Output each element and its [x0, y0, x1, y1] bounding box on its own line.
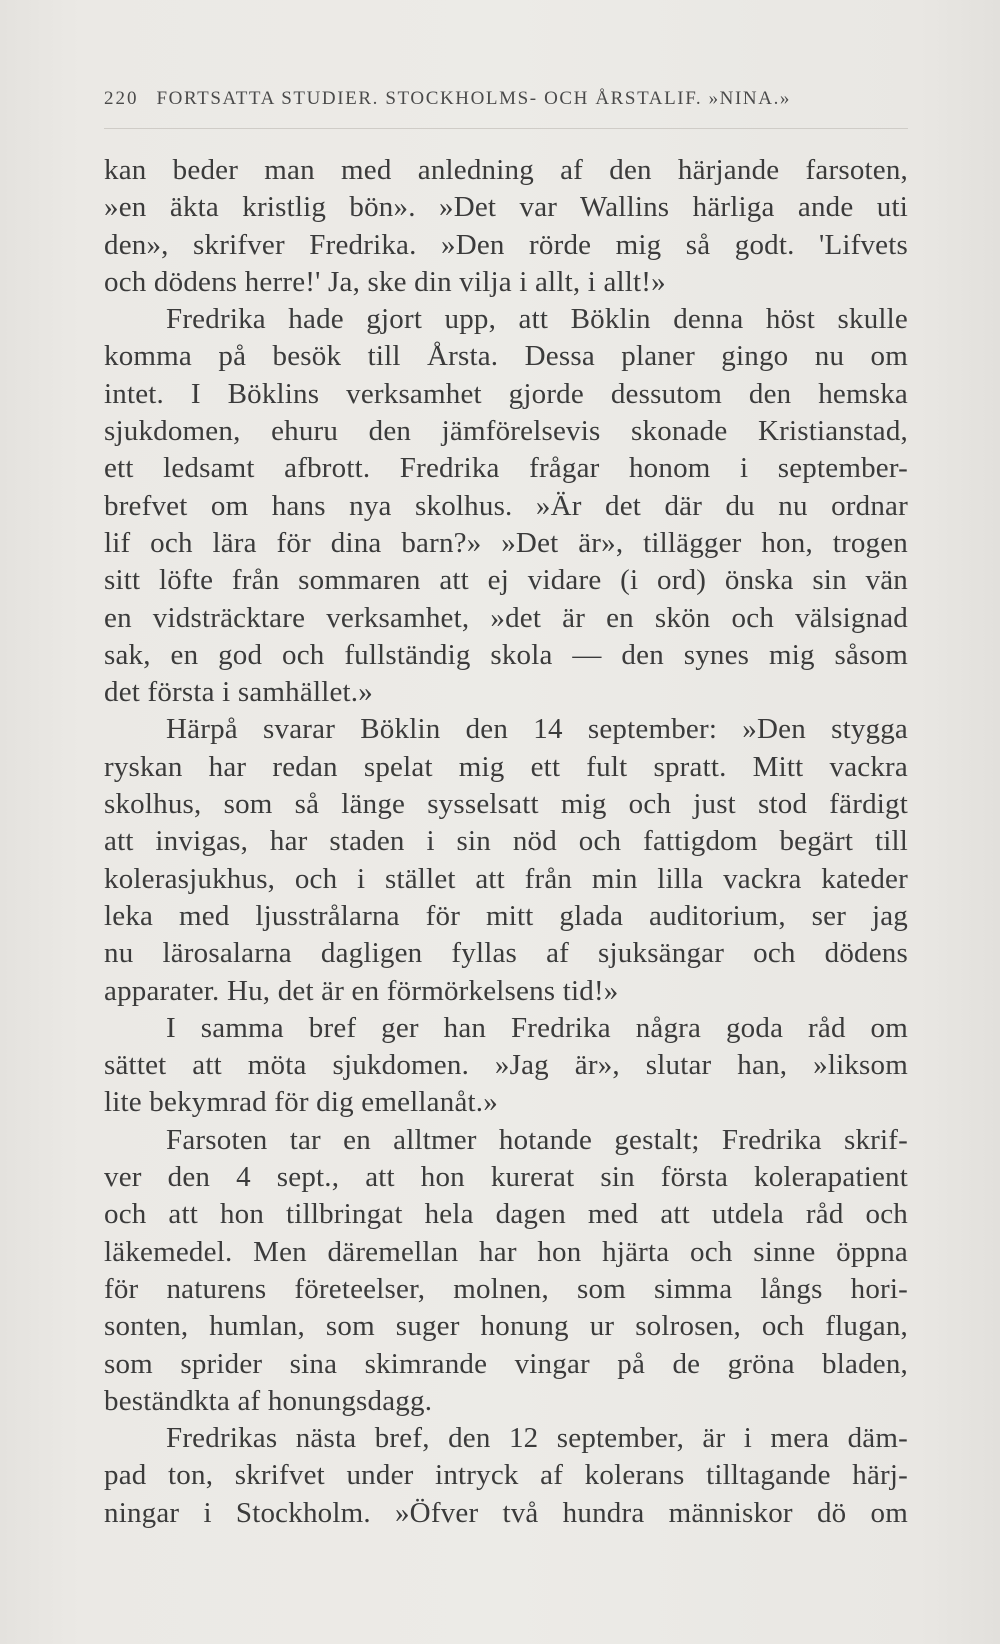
text-line: kan beder man med anledning af den härjande farsoten, — [104, 154, 908, 186]
text-line: nu lärosalarna dagligen fyllas af sjuksängar och dödens — [104, 937, 908, 970]
text-line: brefvet om hans nya skolhus. »Är det där du nu ordnar — [104, 489, 908, 522]
text-line: en vidsträcktare verksamhet, »det är en skön och välsignad — [104, 601, 908, 634]
text-line: I samma bref ger han Fredrika några goda råd om — [166, 1011, 908, 1044]
text-line: Fredrika hade gjort upp, att Böklin denna höst skulle — [166, 303, 908, 336]
running-header — [104, 88, 908, 110]
text-line: beständkta af honungsdagg. — [104, 1384, 433, 1417]
text-line: ett ledsamt afbrott. Fredrika frågar honom i september- — [104, 452, 908, 485]
text-line: skolhus, som så länge sysselsatt mig och just stod färdigt — [104, 788, 908, 821]
text-line: som sprider sina skimrande vingar på de gröna bladen, — [104, 1347, 908, 1380]
text-line: ver den 4 sept., att hon kurerat sin första kolerapatient — [104, 1161, 908, 1194]
text-line: Härpå svarar Böklin den 14 september: »Den stygga — [166, 713, 908, 746]
text-line: sättet att möta sjukdomen. »Jag är», slutar han, »liksom — [104, 1049, 908, 1082]
text-line: sonten, humlan, som suger honung ur solrosen, och flugan, — [104, 1310, 908, 1343]
text-line: och att hon tillbringat hela dagen med att utdela råd och — [104, 1198, 908, 1231]
text-line: och dödens herre!' Ja, ske din vilja i allt, i allt!» — [104, 265, 666, 298]
text-line: att invigas, har staden i sin nöd och fattigdom begärt till — [104, 825, 908, 858]
text-line: komma på besök till Årsta. Dessa planer gingo nu om — [104, 340, 908, 373]
text-line: sitt löfte från sommaren att ej vidare (i ord) önska sin vän — [104, 564, 908, 597]
text-line: apparater. Hu, det är en förmörkelsens tid!» — [104, 974, 619, 1007]
text-line: »en äkta kristlig bön». »Det var Wallins härliga ande uti — [104, 191, 908, 224]
text-line: sak, en god och fullständig skola — den synes mig såsom — [104, 638, 908, 671]
text-line: intet. I Böklins verksamhet gjorde dessutom den hemska — [104, 377, 908, 410]
text-line: leka med ljusstrålarna för mitt glada auditorium, ser jag — [104, 899, 908, 932]
header-rule — [104, 128, 908, 129]
page-number: 220 — [104, 88, 139, 109]
running-title: FORTSATTA STUDIER. STOCKHOLMS- OCH ÅRSTALIF. »NINA.» — [156, 88, 792, 109]
text-line: sjukdomen, ehuru den jämförelsevis skonade Kristianstad, — [104, 415, 908, 448]
text-line: pad ton, skrifvet under intryck af kolerans tilltagande härj- — [104, 1459, 908, 1492]
text-line: Fredrikas nästa bref, den 12 september, är i mera däm- — [166, 1422, 908, 1455]
text-line: ningar i Stockholm. »Öfver två hundra människor dö om — [104, 1496, 908, 1529]
text-line: för naturens företeelser, molnen, som simma långs hori- — [104, 1272, 908, 1305]
text-line: den», skrifver Fredrika. »Den rörde mig så godt. 'Lifvets — [104, 228, 908, 261]
text-line: kolerasjukhus, och i stället att från min lilla vackra kateder — [104, 862, 908, 895]
text-line: läkemedel. Men däremellan har hon hjärta och sinne öppna — [104, 1235, 908, 1268]
text-line: lif och lära för dina barn?» »Det är», tillägger hon, trogen — [104, 526, 908, 559]
text-line: lite bekymrad för dig emellanåt.» — [104, 1086, 498, 1119]
text-line: Farsoten tar en alltmer hotande gestalt; Fredrika skrif- — [166, 1123, 908, 1156]
text-line: ryskan har redan spelat mig ett fult spratt. Mitt vackra — [104, 750, 908, 783]
text-line: det första i samhället.» — [104, 676, 373, 709]
body-text — [104, 152, 908, 1532]
